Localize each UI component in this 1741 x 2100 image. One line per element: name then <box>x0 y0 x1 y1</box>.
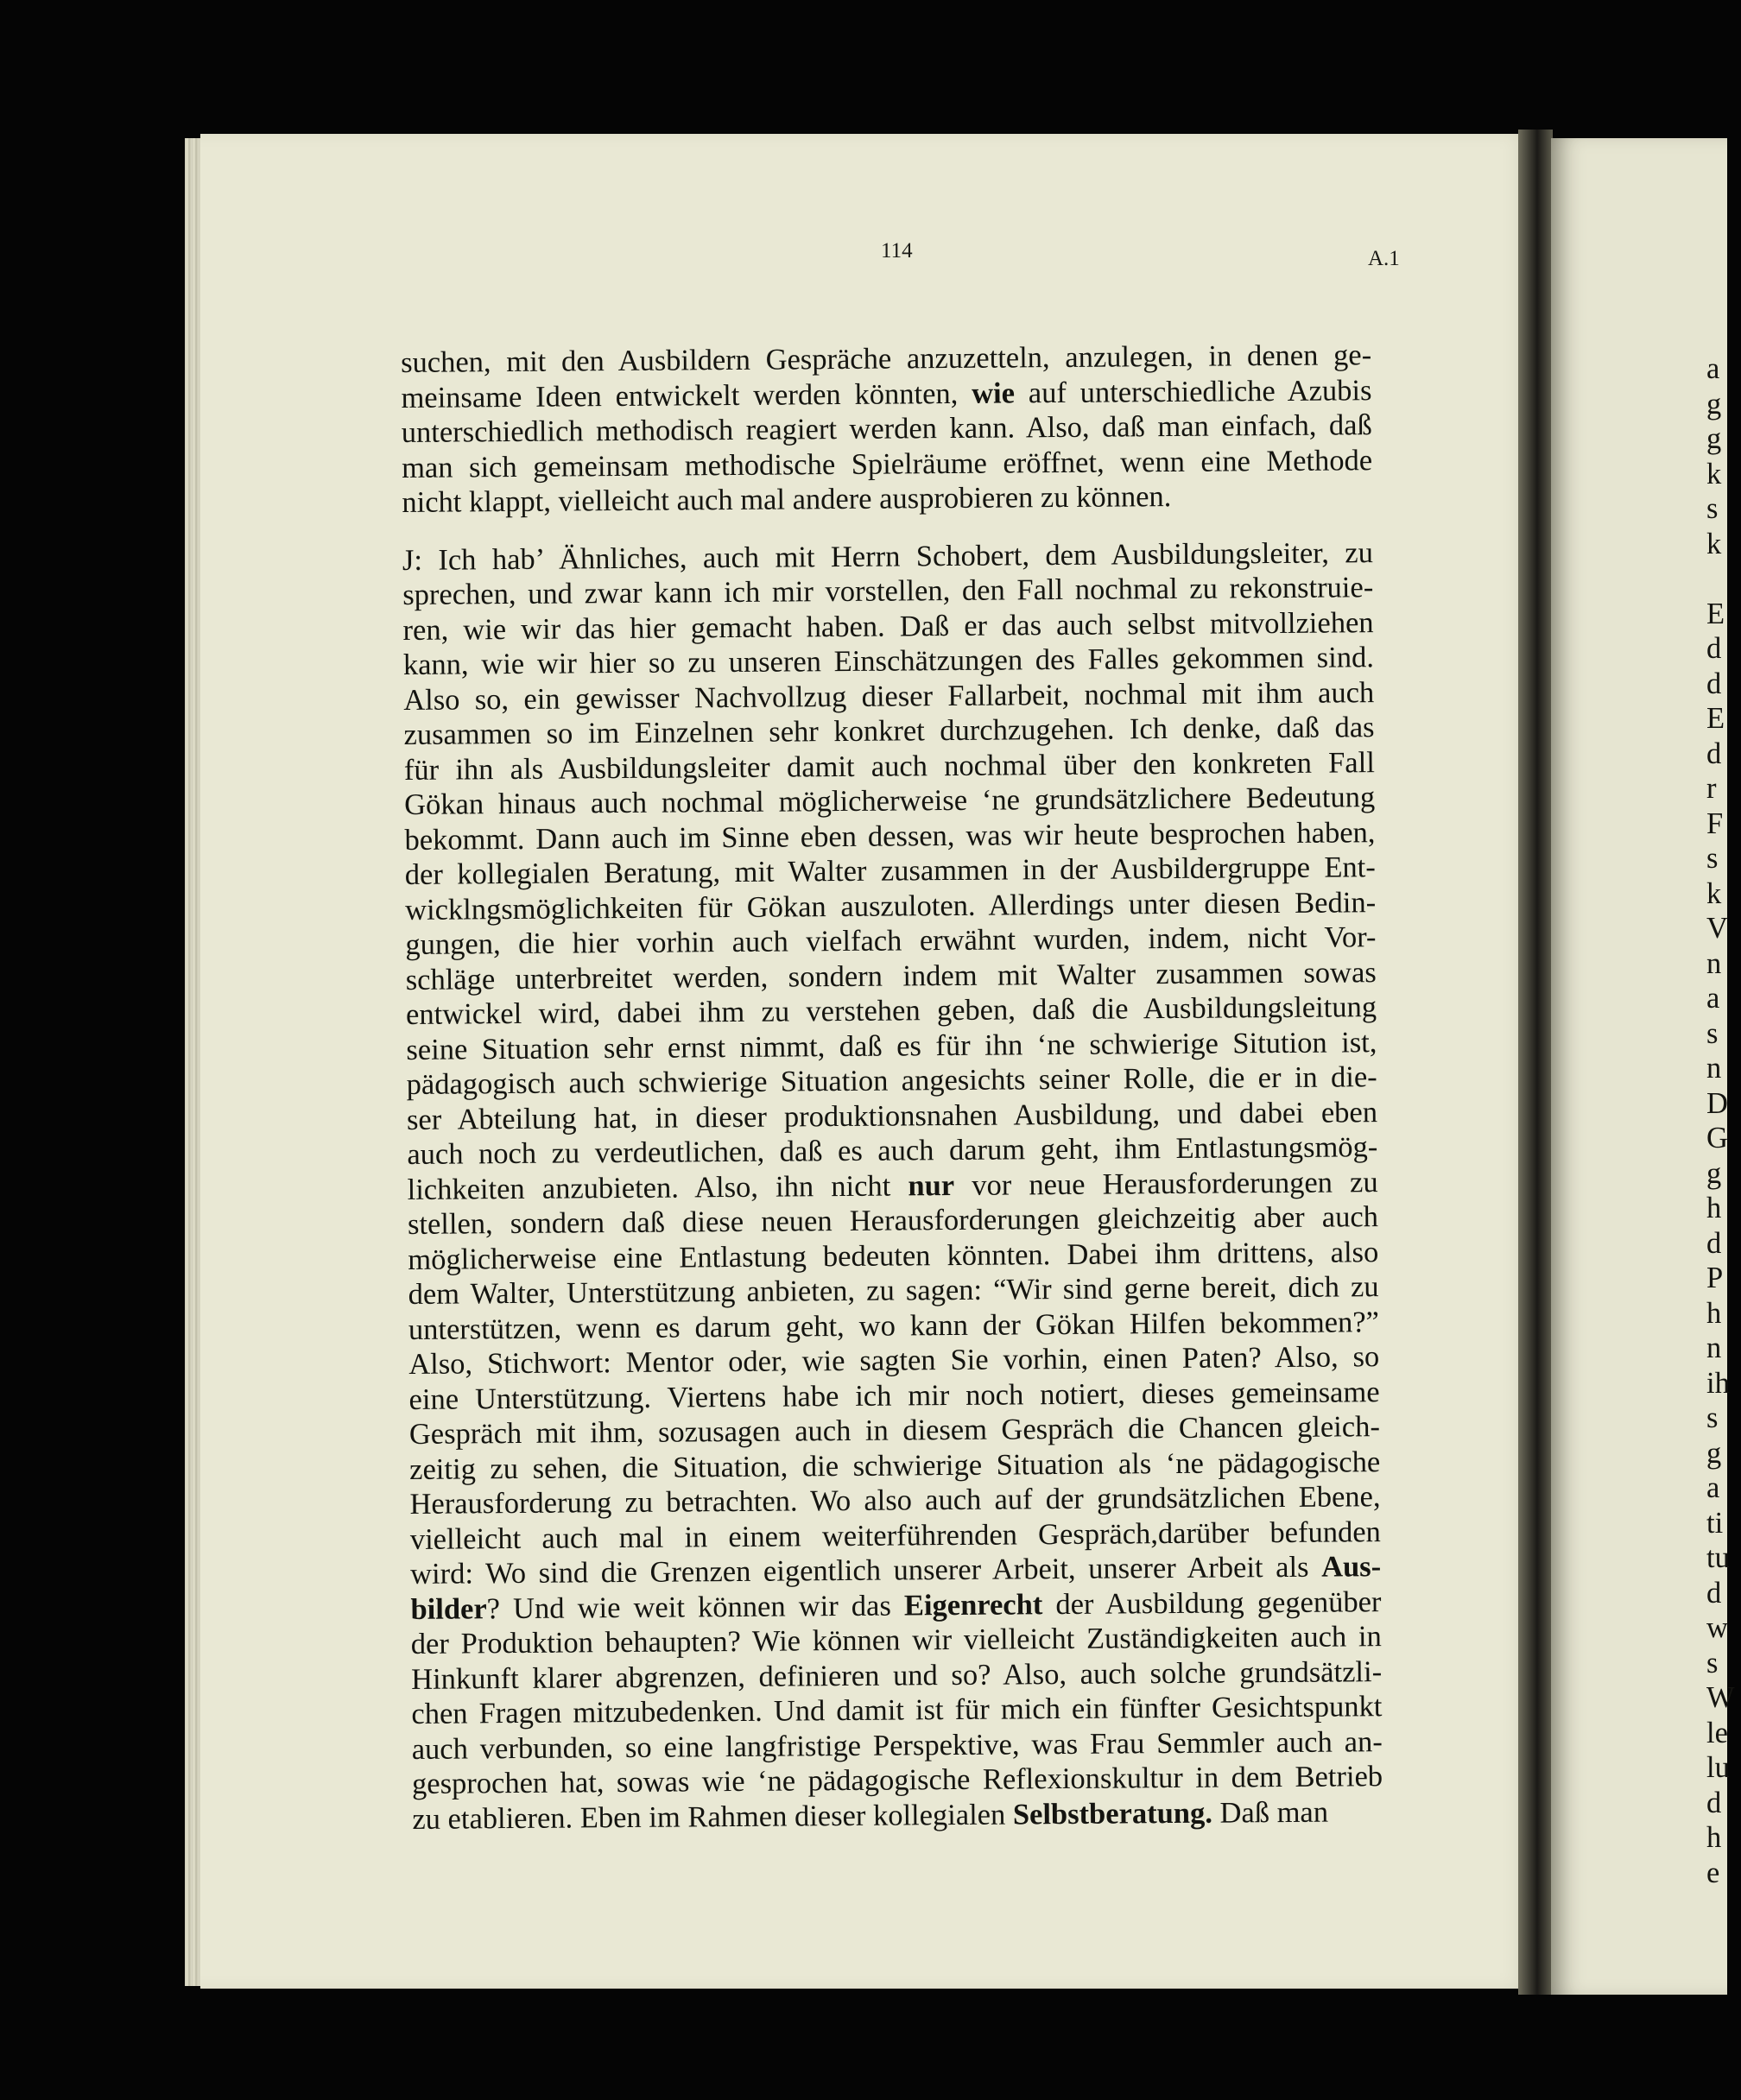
text-run: wicklngsmöglichkeiten für Gökan auszuloten. Allerdings unter diesen Bedin- <box>404 885 1377 927</box>
facing-page-fragment: s <box>1706 1401 1719 1434</box>
facing-page-fragment: le <box>1706 1716 1728 1749</box>
text-run: meinsame Ideen entwickelt werden könnten, <box>401 376 972 414</box>
bold-emphasis: nur <box>908 1168 955 1202</box>
text-run: der Produktion behaupten? Wie können wir vielleicht Zuständigkeiten auch in <box>410 1620 1382 1660</box>
facing-page-fragment: E <box>1706 702 1725 735</box>
text-run: ? Und wie weit können wir das <box>486 1588 905 1625</box>
text-run: unterstützen, wenn es darum geht, wo kann der Gökan Hilfen bekommen?” <box>408 1305 1380 1346</box>
text-run: Also so, ein gewisser Nachvollzug dieser Fallarbeit, nochmal mit ihm auch <box>403 675 1375 717</box>
facing-page-fragment: r <box>1706 772 1717 805</box>
text-run: sprechen, und zwar kann ich mir vorstellen, den Fall nochmal zu rekonstruie- <box>402 571 1374 611</box>
facing-page-fragment: d <box>1706 632 1722 665</box>
bold-emphasis: Selbstberatung. <box>1012 1796 1213 1831</box>
bold-emphasis: bilder <box>410 1591 487 1626</box>
facing-page-fragment: s <box>1706 1646 1719 1679</box>
facing-page-fragment: d <box>1706 737 1722 770</box>
text-run: Gökan hinaus auch nochmal möglicherweise ‘ne grundsätzlichere Bedeutung <box>404 781 1376 821</box>
text-run: J: Ich hab’ Ähnliches, auch mit Herrn Schobert, dem Ausbildungsleiter, zu <box>402 535 1374 577</box>
facing-page-fragment: a <box>1706 1471 1720 1504</box>
facing-page-fragment: e <box>1706 1856 1720 1889</box>
text-run: der kollegialen Beratung, mit Walter zusammen in der Ausbildergruppe Ent- <box>404 851 1376 891</box>
text-run: eine Unterstützung. Viertens habe ich mir noch notiert, dieses gemeinsame <box>408 1375 1380 1416</box>
facing-page-fragment: E <box>1706 597 1725 630</box>
text-run: für ihn als Ausbildungsleiter damit auch nochmal über den konkreten Fall <box>403 745 1375 787</box>
text-run: Gespräch mit ihm, sozusagen auch in diesem Gespräch die Chancen gleich- <box>408 1410 1381 1451</box>
paragraph-1 <box>401 338 1373 520</box>
facing-page-fragment: d <box>1706 1576 1722 1610</box>
facing-page-fragment: W <box>1706 1681 1735 1714</box>
facing-page-fragment: ih <box>1706 1366 1730 1400</box>
facing-page-fragment: s <box>1706 1016 1719 1050</box>
text-run: zeitig zu sehen, die Situation, die schwierige Situation als ‘ne pädagogische <box>409 1445 1381 1486</box>
facing-page-fragment: a <box>1706 352 1720 385</box>
text-run: stellen, sondern daß diese neuen Herausforderungen gleichzeitig aber auch <box>407 1200 1379 1241</box>
text-run: zu etablieren. Eben im Rahmen dieser kollegialen <box>412 1797 1014 1836</box>
facing-page-fragment: ti <box>1706 1506 1724 1540</box>
text-run: Also, Stichwort: Mentor oder, wie sagten Sie vorhin, einen Paten? Also, so <box>408 1340 1380 1381</box>
text-run: seine Situation sehr ernst nimmt, daß es für ihn ‘ne schwierige Sitution ist, <box>406 1025 1377 1066</box>
facing-page-fragment: n <box>1706 946 1722 980</box>
text-run: man sich gemeinsam methodische Spielräume eröffnet, wenn eine Methode <box>401 443 1373 484</box>
facing-page <box>1551 138 1727 1995</box>
facing-page-fragment: d <box>1706 667 1722 700</box>
text-run: ser Abteilung hat, in dieser produktionsnahen Ausbildung, und dabei eben <box>406 1095 1378 1136</box>
facing-page-fragment: tu <box>1706 1541 1730 1574</box>
facing-page-fragment: P <box>1706 1262 1724 1294</box>
text-run: pädagogisch auch schwierige Situation angesichts seiner Rolle, die er in die- <box>406 1060 1377 1101</box>
facing-page-fragment: g <box>1706 422 1722 455</box>
facing-page-fragment: D <box>1706 1086 1728 1120</box>
text-run: dem Walter, Unterstützung anbieten, zu sagen: “Wir sind gerne bereit, dich zu <box>408 1270 1379 1311</box>
text-run: kann, wie wir hier so zu unseren Einschätzungen des Falles gekommen sind. <box>402 641 1375 681</box>
text-run: suchen, mit den Ausbildern Gespräche anzuzetteln, anzulegen, in denen ge- <box>401 338 1372 379</box>
text-run: vor neue Herausforderungen zu <box>953 1165 1378 1202</box>
text-run: bekommt. Dann auch im Sinne eben dessen, was wir heute besprochen haben, <box>404 815 1376 857</box>
page-number: 114 <box>881 239 913 262</box>
text-run: vielleicht auch mal in einem weiterführenden Gespräch,darüber befunden <box>409 1515 1381 1556</box>
facing-page-fragment: a <box>1706 982 1720 1015</box>
facing-page-fragment: F <box>1706 806 1724 840</box>
facing-page-fragment: h <box>1706 1192 1722 1224</box>
facing-page-fragment: G <box>1706 1122 1728 1154</box>
running-head-section: A.1 <box>1368 247 1400 270</box>
text-run: unterschiedlich methodisch reagiert werden kann. Also, daß man einfach, daß <box>401 408 1372 449</box>
facing-page-fragment: g <box>1706 387 1722 421</box>
facing-page-fragment: d <box>1706 1226 1722 1260</box>
text-run: entwickel wird, dabei ihm zu verstehen geben, daß die Ausbildungsleitung <box>405 990 1377 1031</box>
text-run: möglicherweise eine Entlastung bedeuten könnten. Dabei ihm drittens, also <box>408 1235 1379 1276</box>
bold-emphasis: Aus- <box>1320 1550 1382 1584</box>
facing-page-fragment: k <box>1706 457 1722 490</box>
facing-page-fragment: h <box>1706 1821 1722 1854</box>
facing-page-fragment: s <box>1706 492 1719 525</box>
text-run: schläge unterbreitet werden, sondern indem mit Walter zusammen sowas <box>405 955 1377 996</box>
facing-page-fragment: w <box>1706 1611 1728 1644</box>
text-run: gesprochen hat, sowas wie ‘ne pädagogische Reflexionskultur in dem Betrieb <box>411 1760 1383 1800</box>
facing-page-fragment: n <box>1706 1052 1722 1085</box>
facing-page-fragment: d <box>1706 1786 1722 1819</box>
facing-page-fragment: g <box>1706 1436 1722 1470</box>
body-text <box>401 338 1383 1837</box>
facing-page-fragment: V <box>1706 912 1728 945</box>
facing-page-fragment: n <box>1706 1331 1722 1364</box>
text-run: nicht klappt, vielleicht auch mal andere ausprobieren zu können. <box>402 479 1172 519</box>
facing-page-fragment: k <box>1706 876 1722 910</box>
facing-page-fragment: lu <box>1706 1751 1730 1784</box>
text-run: chen Fragen mitzubedenken. Und damit ist für mich ein fünfter Gesichtspunkt <box>411 1690 1383 1730</box>
text-run: gungen, die hier vorhin auch vielfach erwähnt wurden, indem, nicht Vor- <box>405 920 1377 961</box>
text-run: auch noch zu verdeutlichen, daß es auch darum geht, ihm Entlastungsmög- <box>407 1130 1378 1171</box>
text-run: Herausforderung zu betrachten. Wo also auch auf der grundsätzlichen Ebene, <box>409 1480 1381 1521</box>
text-run: auch verbunden, so eine langfristige Perspektive, was Frau Semmler auch an- <box>411 1724 1383 1766</box>
text-run: wird: Wo sind die Grenzen eigentlich unserer Arbeit, unserer Arbeit als <box>410 1550 1322 1591</box>
text-run: Daß man <box>1212 1795 1329 1830</box>
text-run: der Ausbildung gegenüber <box>1042 1584 1382 1621</box>
paragraph-2 <box>402 535 1383 1837</box>
text-run: auf unterschiedliche Azubis <box>1014 373 1372 409</box>
text-run: lichkeiten anzubieten. Also, ihn nicht <box>407 1168 908 1206</box>
text-run: Hinkunft klarer abgrenzen, definieren und so? Also, auch solche grundsätzli- <box>410 1654 1383 1696</box>
facing-page-fragment: h <box>1706 1296 1722 1330</box>
text-run: ren, wie wir das hier gemacht haben. Daß er das auch selbst mitvollziehen <box>402 605 1374 647</box>
facing-page-fragment: g <box>1706 1156 1722 1190</box>
bold-emphasis: wie <box>971 376 1016 410</box>
bold-emphasis: Eigenrecht <box>903 1587 1043 1622</box>
text-run: zusammen so im Einzelnen sehr konkret durchzugehen. Ich denke, daß das <box>403 711 1375 751</box>
book-gutter <box>1518 130 1553 1995</box>
facing-page-fragment: s <box>1706 842 1719 875</box>
facing-page-fragment: k <box>1706 527 1722 560</box>
